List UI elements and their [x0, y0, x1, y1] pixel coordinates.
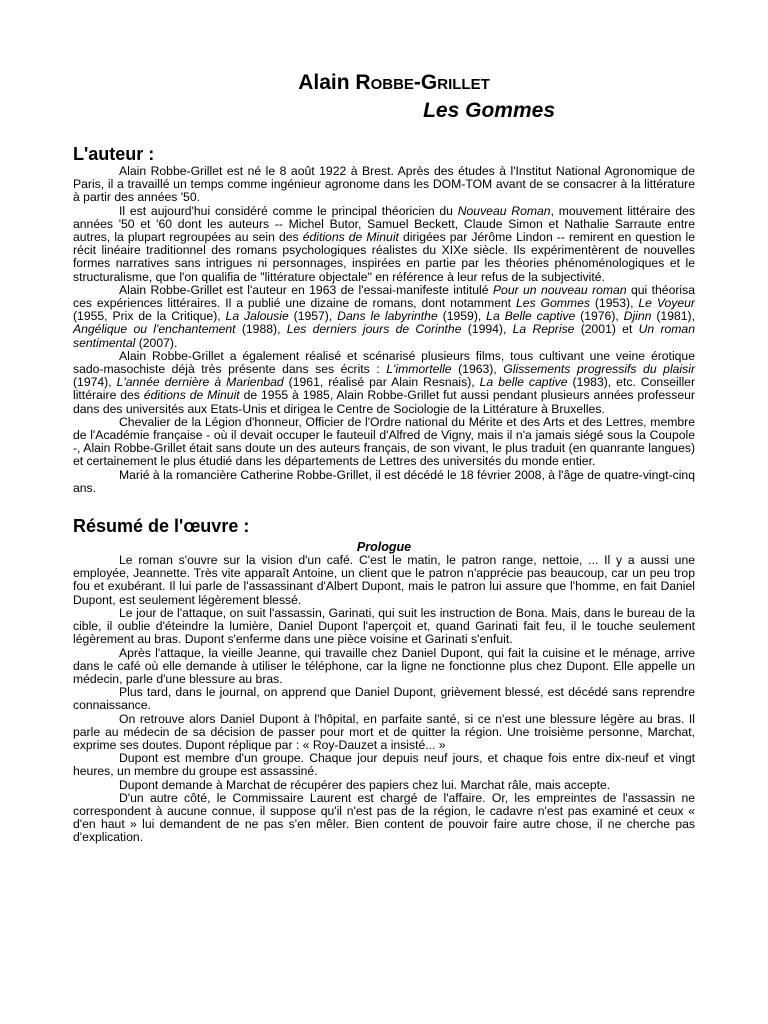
work-title: Les Gommes: [423, 99, 555, 122]
author-paragraph-1: Alain Robbe-Grillet est né le 8 août 1922 à Brest. Après des études à l'Institut National Agronomique de Paris, il a travaillé un temps comme ingénieur agronome dans les DOM-TOM avant de se consacrer à la littérature à partir des années '50.: [73, 164, 695, 205]
author-paragraph-5: Chevalier de la Légion d'honneur, Officier de l'Ordre national du Mérite et des Arts et des Lettres, membre de l'Académie française - où il devait occuper le fauteuil d'Alfred de Vigny, mais il n'a jamais siégé sous la Coupole -, Alain Robbe-Grillet était sans doute un des auteurs français, de son vivant, le plus traduit (en quanrante langues) et certainement le plus étudié dans les départements de Lettres des universités du monde entier.: [73, 414, 695, 469]
prologue-heading: Prologue: [356, 540, 412, 555]
author-paragraph-4: Alain Robbe-Grillet a également réalisé et scénarisé plusieurs films, tous cultivant une veine érotique sado-masochiste déjà très présente dans ses écrits : L'immortelle (1963), Glissements progressifs du plaisir (1974), L'année dernière à Marienbad (1961, réalisé par Alain Resnais), La belle captive (1983), etc. Conseiller littéraire des éditions de Minuit de 1955 à 1985, Alain Robbe-Grillet fut aussi pendant plusieurs années professeur dans des universités aux Etats-Unis et dirigea le Centre de Sociologie de la Littérature à Bruxelles.: [73, 348, 696, 416]
summary-paragraph: On retrouve alors Daniel Dupont à l'hôpital, en parfaite santé, si ce n'est une blessure légère au bras. Il parle au médecin de sa décision de passer pour mort et de quitter la région. Une troisième personne, Marchat, exprime ses doutes. Dupont réplique par : « Roy-Dauzet a insisté... »: [73, 711, 695, 752]
summary-paragraph: Dupont est membre d'un groupe. Chaque jour depuis neuf jours, et chaque fois entre dix-neuf et vingt heures, un membre du groupe est assassiné.: [73, 751, 695, 779]
summary-paragraph: D'un autre côté, le Commissaire Laurent est chargé de l'affaire. Or, les empreintes de l'assassin ne correspondent à aucune connue, il suppose qu'il n'est pas de la région, le cadavre n'est pas examiné et ceux « d'en haut » lui demandent de ne pas s'en mêler. Bien content de pouvoir faire autre chose, il ne cherche pas d'explication.: [73, 790, 695, 845]
summary-section-heading: Résumé de l'œuvre :: [73, 516, 250, 537]
summary-paragraph: Le roman s'ouvre sur la vision d'un café. C'est le matin, le patron range, nettoie, ... Il y a aussi une employée, Jeannette. Très vite apparaît Antoine, un client que le patron n'apprécie pas beaucoup, car un peu trop fou et exubérant. Il lui parle de l'assassinant d'Albert Dupont, mais le patron lui assure que l'homme, en fait Daniel Dupont, est seulement légèrement blessé.: [73, 553, 695, 607]
document-page: [73, 70, 695, 845]
author-paragraph-2: Il est aujourd'hui considéré comme le principal théoricien du Nouveau Roman, mouvement littéraire des années '50 et '60 dont les auteurs -- Michel Butor, Samuel Beckett, Claude Simon et Nathalie Sarraute entre autres, la plupart regroupées au sein des éditions de Minuit dirigées par Jérôme Lindon -- remirent en question le récit linéaire traditionnel des romans psychologiques réalistes du XIXe siècle. Ils expérimentèrent de nouvelles formes narratives sans intrigues ni personnages, inspirées en partie par les théories phénoménologiques et le structuralisme, que l'on qualifia de "littérature objectale" en référence à leur refus de la subjectivité.: [73, 203, 695, 284]
summary-paragraph: Plus tard, dans le journal, on apprend que Daniel Dupont, grièvement blessé, est décédé sans reprendre connaissance.: [73, 685, 695, 713]
author-paragraph-6: Marié à la romancière Catherine Robbe-Grillet, il est décédé le 18 février 2008, à l'âge de quatre-vingt-cinq ans.: [73, 467, 695, 495]
summary-paragraph: Après l'attaque, la vieille Jeanne, qui travaille chez Daniel Dupont, qui fait la cuisine et le ménage, arrive dans le café où elle demande à utiliser le téléphone, car la ligne ne fonctionne plus chez Dupont. Elle appelle un médecin, parle d'une blessure au bras.: [73, 645, 695, 686]
summary-paragraph: Le jour de l'attaque, on suit l'assassin, Garinati, qui suit les instruction de Bona. Mais, dans le bureau de la cible, il oublie d'éteindre la lumière, Daniel Dupont l'aperçoit et, quand Garinati fait feu, il le touche seulement légèrement au bras. Dupont s'enferme dans une pièce voisine et Garinati s'enfuit.: [73, 605, 695, 647]
summary-paragraph: Dupont demande à Marchat de récupérer des papiers chez lui. Marchat râle, mais accepte.: [119, 777, 611, 792]
author-section-heading: L'auteur :: [73, 144, 155, 164]
author-paragraph-3: Alain Robbe-Grillet est l'auteur en 1963 de l'essai-manifeste intitulé Pour un nouveau roman qui théorisa ces expériences littéraires. Il a publié une dizaine de romans, dont notamment Les Gommes (1953), Le Voyeur (1955, Prix de la Critique), La Jalousie (1957), Dans le labyrinthe (1959), La Belle captive (1976), Djinn (1981), Angélique ou l'enchantement (1988), Les derniers jours de Corinthe (1994), La Reprise (2001) et Un roman sentimental (2007).: [73, 282, 695, 350]
author-name: Alain ROBBE-GRILLET: [298, 71, 490, 94]
